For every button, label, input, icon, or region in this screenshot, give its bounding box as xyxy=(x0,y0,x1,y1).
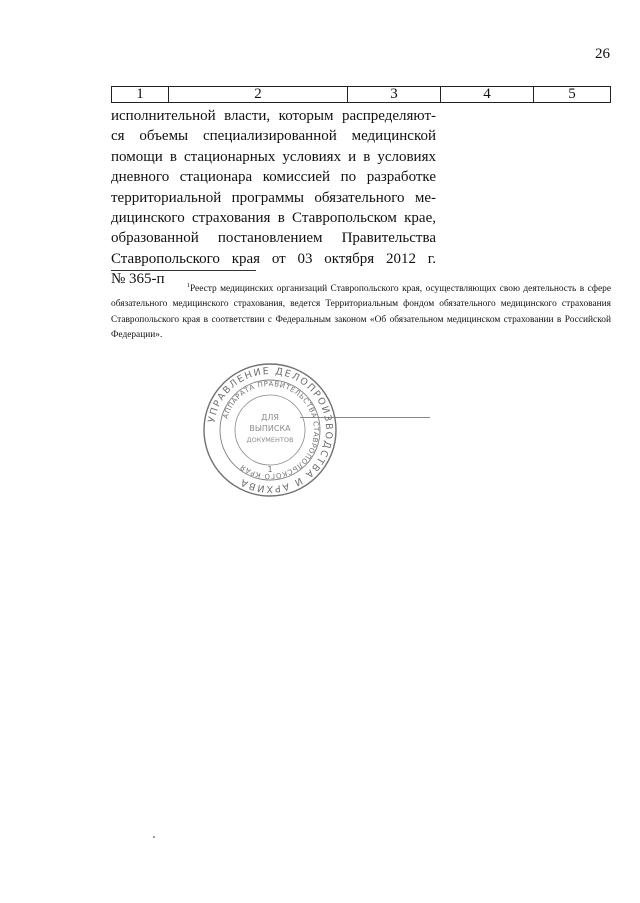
table-cell-text xyxy=(111,106,436,290)
column-number-header xyxy=(111,86,611,103)
stamp-center-line: ДОКУМЕНТОВ xyxy=(246,436,294,444)
column-number-cell: 3 xyxy=(348,87,441,103)
scan-speck xyxy=(153,836,155,838)
footnote xyxy=(111,278,611,344)
stamp-outer-text: УПРАВЛЕНИЕ ДЕЛОПРОИЗВОДСТВА И АРХИВА xyxy=(206,365,335,495)
svg-text:1: 1 xyxy=(267,465,273,474)
column-number-cell: 1 xyxy=(112,87,169,103)
column-number-cell: 4 xyxy=(441,87,534,103)
footnote-marker: 1 xyxy=(186,282,190,289)
text-line: территориальной программы обязательного ме- xyxy=(111,189,436,206)
column-number-cell: 2 xyxy=(169,87,348,103)
text-line: ся объемы специализированной медицинской xyxy=(111,128,436,145)
footnote-separator xyxy=(111,270,256,271)
text-line: Ставропольского края от 03 октября 2012 г. xyxy=(111,250,436,267)
page-number: 26 xyxy=(595,46,610,62)
text-line: дневного стационара комиссией по разработке xyxy=(111,169,436,186)
stamp-center-line: ДЛЯ xyxy=(261,413,279,422)
stamp-inner-text: АППАРАТА ПРАВИТЕЛЬСТВА СТАВРОПОЛЬСКОГО КРАЯ xyxy=(221,379,321,481)
text-line: № 365-п xyxy=(111,271,165,288)
footnote-text: Реестр медицинских организаций Ставропольского края, осуществляющих свою деятельность в сфере обязательного медицинского страхования, ведется Территориальным фондом обязательного медицинского страхования Ставропольского края в соответствии с Федеральным законом «Об обязательном медицинском страховании в Российской Федерации». xyxy=(111,284,611,341)
column-number-cell: 5 xyxy=(534,87,611,103)
text-line: дицинского страхования в Ставропольском крае, xyxy=(111,210,436,227)
text-line: помощи в стационарных условиях и в условиях xyxy=(111,148,436,165)
official-stamp-seal xyxy=(200,360,340,500)
text-line: образованной постановлением Правительства xyxy=(111,230,436,247)
text-line: исполнительной власти, которым распределяют- xyxy=(111,108,436,124)
stamp-center-line: ВЫПИСКА xyxy=(249,424,291,433)
